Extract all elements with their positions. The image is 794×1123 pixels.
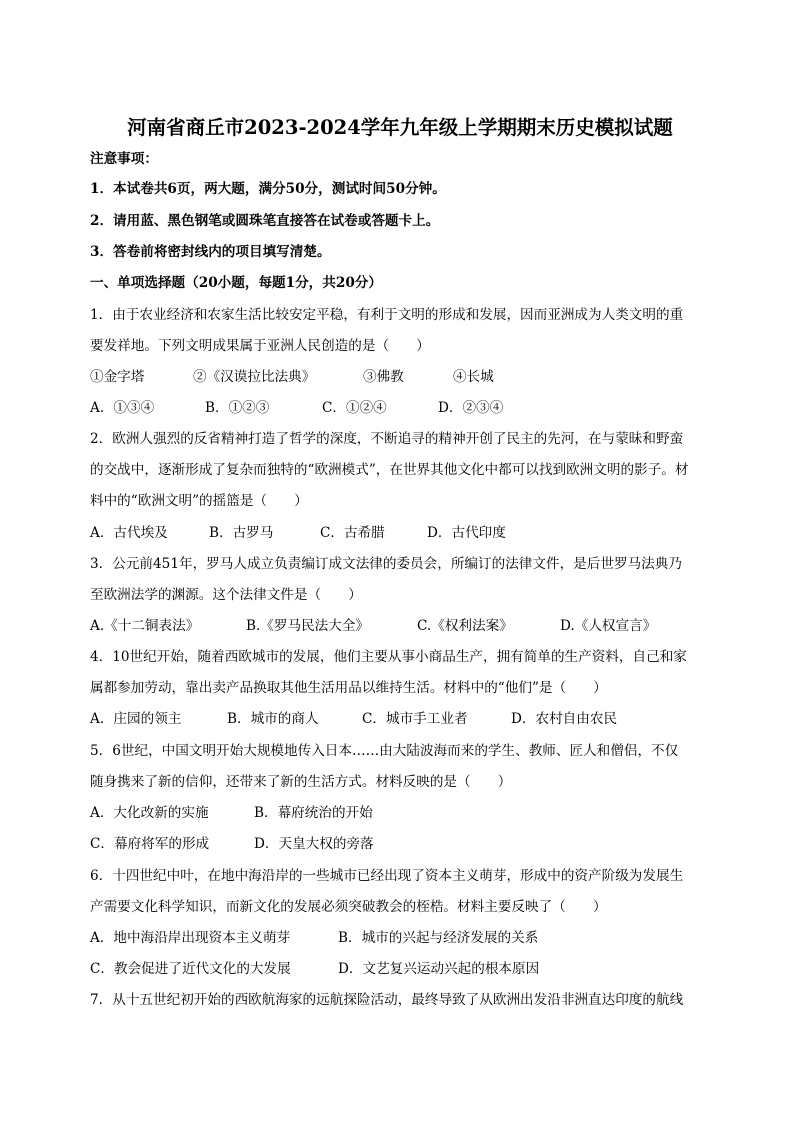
- q2-option-b[interactable]: B．古罗马: [209, 525, 274, 541]
- page-title: 河南省商丘市2023-2024学年九年级上学期期末历史模拟试题: [127, 116, 673, 139]
- question-7-line-1: 7．从十五世纪初开始的西欧航海家的远航探险活动，最终导致了从欧洲出发沿非洲直达印度的航线: [90, 992, 684, 1008]
- question-2-line-1: 2．欧洲人强烈的反省精神打造了哲学的深度，不断追寻的精神开创了民主的先河，在与蒙昧和野蛮: [90, 431, 684, 447]
- q3-option-d[interactable]: D.《人权宣言》: [560, 618, 657, 634]
- notes-heading: 注意事项：: [90, 151, 158, 167]
- note-item-1: 1．本试卷共6页，两大题，满分50分，测试时间50分钟。: [90, 181, 446, 197]
- q2-option-c[interactable]: C．古希腊: [320, 525, 385, 541]
- note-item-2: 2．请用蓝、黑色钢笔或圆珠笔直接答在试卷或答题卡上。: [90, 213, 440, 229]
- q4-option-d[interactable]: D．农村自由农民: [511, 711, 618, 727]
- question-4-line-2: 属都参加劳动，靠出卖产品换取其他生活用品以维持生活。材料中的“他们”是（ ）: [90, 680, 607, 696]
- question-6-line-1: 6．十四世纪中叶，在地中海沿岸的一些城市已经出现了资本主义萌芽，形成中的资产阶级为发展生: [90, 868, 684, 884]
- question-1-line-2: 要发祥地。下列文明成果属于亚洲人民创造的是（ ）: [90, 338, 430, 354]
- q4-option-b[interactable]: B．城市的商人: [227, 711, 319, 727]
- q1-item-4: ④长城: [453, 369, 494, 385]
- q1-item-2: ②《汉谟拉比法典》: [193, 369, 316, 385]
- q2-option-d[interactable]: D．古代印度: [427, 525, 506, 541]
- q5-option-d[interactable]: D．天皇大权的旁落: [254, 836, 374, 852]
- q1-option-b[interactable]: B．①②③: [205, 400, 270, 416]
- q3-option-c[interactable]: C.《权利法案》: [417, 618, 513, 634]
- q1-item-1: ①金字塔: [90, 369, 145, 385]
- question-2-line-3: 料中的“欧洲文明”的摇篮是（ ）: [90, 493, 308, 509]
- question-2-line-2: 的交战中，逐渐形成了复杂而独特的“欧洲模式”，在世界其他文化中都可以找到欧洲文明的影子。材: [90, 462, 689, 478]
- q4-option-c[interactable]: C．城市手工业者: [362, 711, 468, 727]
- question-3-line-2: 至欧洲法学的渊源。这个法律文件是（ ）: [90, 587, 362, 603]
- q3-option-b[interactable]: B.《罗马民法大全》: [246, 618, 370, 634]
- q6-option-d[interactable]: D．文艺复兴运动兴起的根本原因: [338, 961, 540, 977]
- q5-option-b[interactable]: B．幕府统治的开始: [254, 805, 373, 821]
- q1-item-3: ③佛教: [363, 369, 404, 385]
- q1-option-d[interactable]: D．②③④: [438, 400, 504, 416]
- section-heading: 一、单项选择题（20小题，每题1分，共20分）: [90, 275, 382, 291]
- question-1-line-1: 1．由于农业经济和农家生活比较安定平稳，有利于文明的形成和发展，因而亚洲成为人类文明的重: [90, 307, 684, 323]
- q1-option-c[interactable]: C．①②④: [322, 400, 387, 416]
- q6-option-a[interactable]: A．地中海沿岸出现资本主义萌芽: [90, 930, 291, 946]
- question-5-line-1: 5．6世纪，中国文明开始大规模地传入日本……由大陆波海而来的学生、教师、匠人和僧侣，不仅: [90, 743, 679, 759]
- q5-option-a[interactable]: A．大化改新的实施: [90, 805, 209, 821]
- q2-option-a[interactable]: A．古代埃及: [90, 525, 168, 541]
- q3-option-a[interactable]: A.《十二铜表法》: [90, 618, 200, 634]
- q6-option-b[interactable]: B．城市的兴起与经济发展的关系: [338, 930, 539, 946]
- q5-option-c[interactable]: C．幕府将军的形成: [90, 836, 210, 852]
- question-4-line-1: 4．10世纪开始，随着西欧城市的发展，他们主要从事小商品生产，拥有简单的生产资料，自己和家: [90, 649, 687, 665]
- question-5-line-2: 随身携来了新的信仰，还带来了新的生活方式。材料反映的是（ ）: [90, 774, 512, 790]
- q1-option-a[interactable]: A．①③④: [90, 400, 155, 416]
- q4-option-a[interactable]: A．庄园的领主: [90, 711, 182, 727]
- question-3-line-1: 3．公元前451年，罗马人成立负责编订成文法律的委员会，所编订的法律文件，是后世罗马法典乃: [90, 556, 682, 572]
- q6-option-c[interactable]: C．教会促进了近代文化的大发展: [90, 961, 291, 977]
- question-6-line-2: 产需要文化科学知识，而新文化的发展必须突破教会的桎梏。材料主要反映了（ ）: [90, 899, 607, 915]
- note-item-3: 3．答卷前将密封线内的项目填写清楚。: [90, 244, 331, 260]
